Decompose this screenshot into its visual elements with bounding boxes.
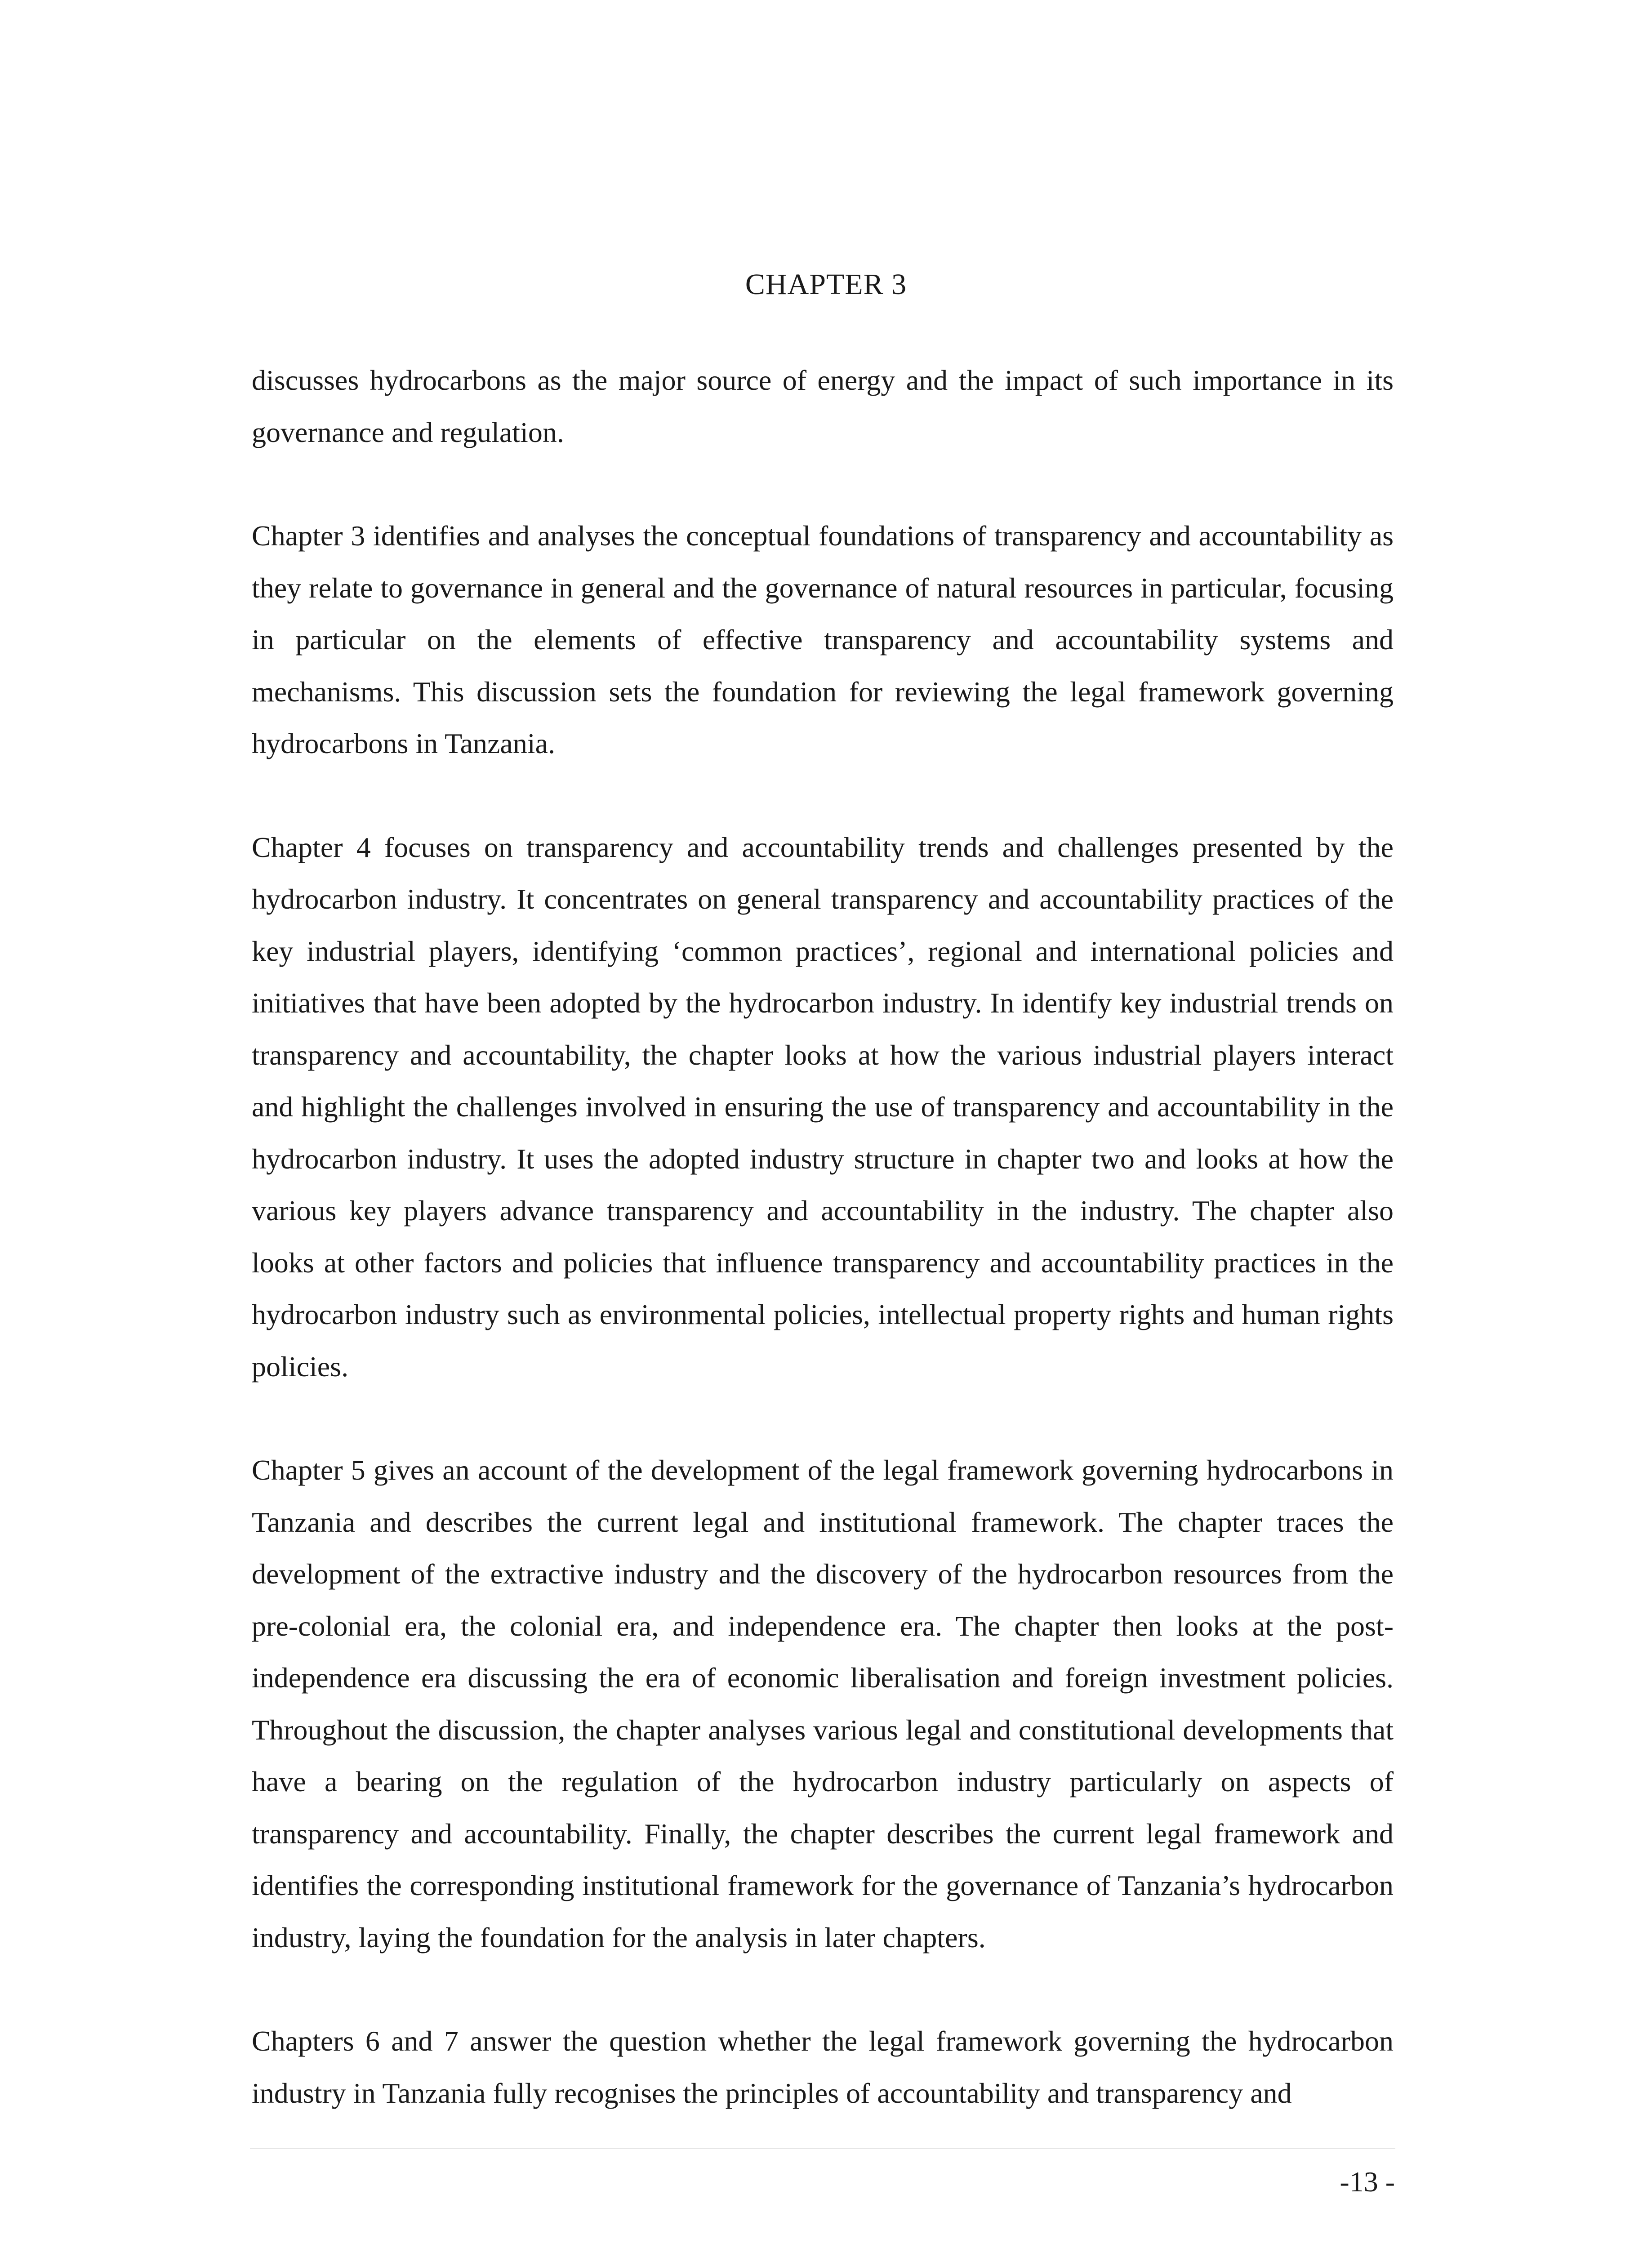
footer-divider — [250, 2148, 1395, 2149]
chapter-heading: CHAPTER 3 — [745, 268, 907, 301]
paragraph-continuation: discusses hydrocarbons as the major source of energy and the impact of such importance in its governance and regulation. — [252, 364, 1394, 448]
paragraph-chapter-3: Chapter 3 identifies and analyses the conceptual foundations of transparency and accountability as they relate to governance in general and the governance of natural resources in particular, focusing in particular on the elements of effective transparency and accountability systems and mechanisms. This discussion sets the foundation for reviewing the legal framework governing hydrocarbons in Tanzania. — [252, 520, 1394, 759]
paragraph-chapter-5: Chapter 5 gives an account of the development of the legal framework governing hydrocarbons in Tanzania and describes the current legal and institutional framework. The chapter traces the development of the extractive industry and the discovery of the hydrocarbon resources from the pre-colonial era, the colonial era, and independence era. The chapter then looks at the post-independence era discussing the era of economic liberalisation and foreign investment policies. Throughout the discussion, the chapter analyses various legal and constitutional developments that have a bearing on the regulation of the hydrocarbon industry particularly on aspects of transparency and accountability. Finally, the chapter describes the current legal framework and identifies the corresponding institutional framework for the governance of Tanzania’s hydrocarbon industry, laying the foundation for the analysis in later chapters. — [252, 1454, 1394, 1954]
paragraph-chapter-4: Chapter 4 focuses on transparency and accountability trends and challenges presented by the hydrocarbon industry. It concentrates on general transparency and accountability practices of the key industrial players, identifying ‘common practices’, regional and international policies and initiatives that have been adopted by the hydrocarbon industry. In identify key industrial trends on transparency and accountability, the chapter looks at how the various industrial players interact and highlight the challenges involved in ensuring the use of transparency and accountability in the hydrocarbon industry. It uses the adopted industry structure in chapter two and looks at how the various key players advance transparency and accountability in the industry. The chapter also looks at other factors and policies that influence transparency and accountability practices in the hydrocarbon industry such as environmental policies, intellectual property rights and human rights policies. — [252, 831, 1394, 1383]
paragraph-chapters-6-7: Chapters 6 and 7 answer the question whether the legal framework governing the hydrocarbon industry in Tanzania fully recognises the principles of accountability and transparency and — [252, 2025, 1394, 2109]
page-number: -13 - — [1340, 2166, 1395, 2198]
body-text — [252, 354, 1394, 2171]
